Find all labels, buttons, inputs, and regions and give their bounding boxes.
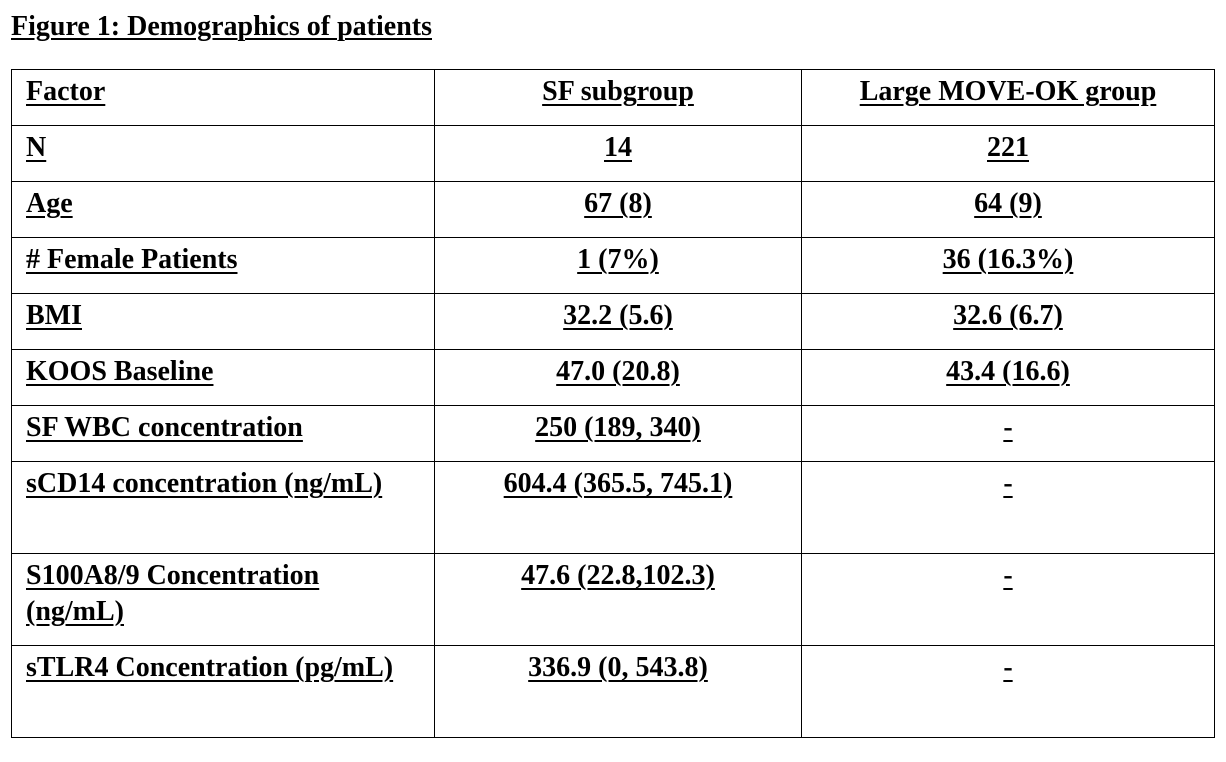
- factor-cell: S100A8/9 Concentration (ng/mL): [12, 554, 435, 646]
- factor-cell: KOOS Baseline: [12, 350, 435, 406]
- sf-cell: 14: [435, 126, 802, 182]
- table-row: [12, 554, 1215, 646]
- large-cell: -: [802, 406, 1215, 462]
- table-row: [12, 462, 1215, 554]
- sf-cell: 32.2 (5.6): [435, 294, 802, 350]
- factor-cell: N: [12, 126, 435, 182]
- table-row: [12, 646, 1215, 738]
- table-row: [12, 238, 1215, 294]
- demographics-table: [11, 69, 1215, 738]
- sf-cell: 47.0 (20.8): [435, 350, 802, 406]
- large-cell: 64 (9): [802, 182, 1215, 238]
- factor-cell: SF WBC concentration: [12, 406, 435, 462]
- large-cell: 221: [802, 126, 1215, 182]
- sf-cell: 336.9 (0, 543.8): [435, 646, 802, 738]
- sf-cell: 250 (189, 340): [435, 406, 802, 462]
- large-cell: -: [802, 462, 1215, 554]
- factor-cell: sTLR4 Concentration (pg/mL): [12, 646, 435, 738]
- sf-cell: 604.4 (365.5, 745.1): [435, 462, 802, 554]
- large-cell: -: [802, 646, 1215, 738]
- large-cell: -: [802, 554, 1215, 646]
- sf-cell: 1 (7%): [435, 238, 802, 294]
- factor-cell: Age: [12, 182, 435, 238]
- header-large-group: Large MOVE-OK group: [802, 70, 1215, 126]
- table-header-row: [12, 70, 1215, 126]
- table-row: [12, 350, 1215, 406]
- large-cell: 32.6 (6.7): [802, 294, 1215, 350]
- header-factor: Factor: [12, 70, 435, 126]
- factor-cell: # Female Patients: [12, 238, 435, 294]
- sf-cell: 47.6 (22.8,102.3): [435, 554, 802, 646]
- header-sf-subgroup: SF subgroup: [435, 70, 802, 126]
- factor-cell: BMI: [12, 294, 435, 350]
- factor-cell: sCD14 concentration (ng/mL): [12, 462, 435, 554]
- table-row: [12, 126, 1215, 182]
- sf-cell: 67 (8): [435, 182, 802, 238]
- table-row: [12, 406, 1215, 462]
- table-row: [12, 294, 1215, 350]
- large-cell: 36 (16.3%): [802, 238, 1215, 294]
- large-cell: 43.4 (16.6): [802, 350, 1215, 406]
- table-row: [12, 182, 1215, 238]
- figure-title: Figure 1: Demographics of patients: [11, 11, 432, 42]
